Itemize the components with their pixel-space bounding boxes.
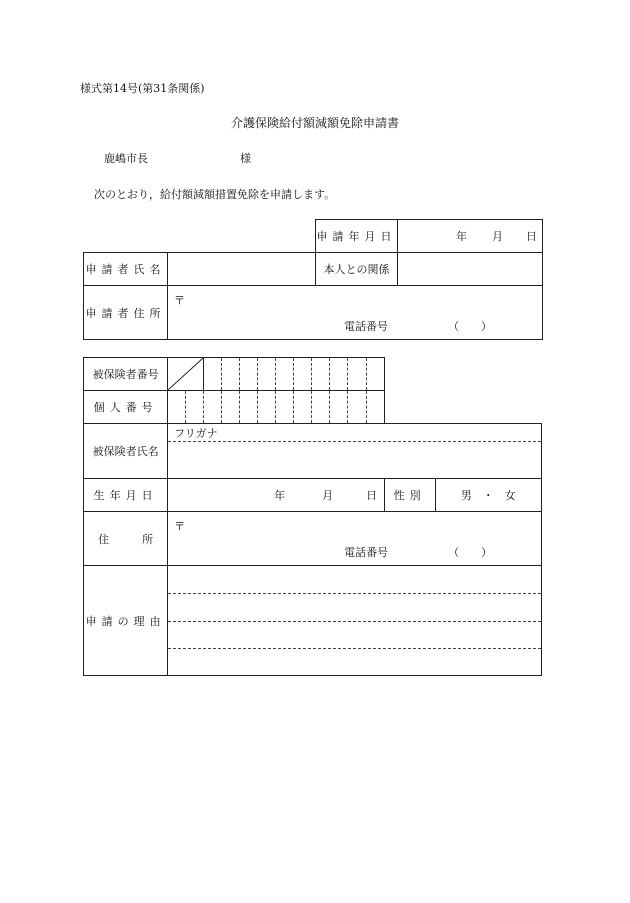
intro-text: 次のとおり，給付額減額措置免除を申請します。 xyxy=(94,188,336,201)
slash-icon xyxy=(168,358,203,390)
blank-cell xyxy=(84,220,316,253)
sex-label: 性別 xyxy=(384,479,435,512)
reason-label: 申請の理由 xyxy=(84,566,168,676)
relation-field[interactable] xyxy=(398,253,543,286)
personal-number-digit[interactable] xyxy=(294,391,312,424)
month-label: 月 xyxy=(492,230,503,243)
applicant-address-field[interactable] xyxy=(168,286,543,340)
reason-line xyxy=(168,621,541,622)
month-label: 月 xyxy=(322,489,334,502)
day-label: 日 xyxy=(366,489,378,502)
insured-number-prefix xyxy=(168,358,204,391)
insured-address-label: 住 所 xyxy=(84,512,168,566)
insured-number-digit[interactable] xyxy=(258,358,276,391)
furigana-divider xyxy=(168,441,541,442)
honorific: 様 xyxy=(240,152,251,165)
postal-mark: 〒 xyxy=(174,294,185,307)
phone-label: 電話番号 xyxy=(344,546,389,559)
insured-name-field[interactable] xyxy=(168,424,542,479)
insured-number-digit[interactable] xyxy=(348,358,366,391)
personal-number-digit[interactable] xyxy=(258,391,276,424)
reason-line xyxy=(168,648,541,649)
personal-number-digit[interactable] xyxy=(168,391,186,424)
personal-number-digit[interactable] xyxy=(348,391,366,424)
insured-address-field[interactable] xyxy=(168,512,542,566)
year-label: 年 xyxy=(456,230,467,243)
insured-number-digit[interactable] xyxy=(222,358,240,391)
form-number: 様式第14号(第31条関係) xyxy=(80,82,205,95)
applicant-address-label: 申請者住所 xyxy=(84,286,168,340)
insured-number-digit[interactable] xyxy=(276,358,294,391)
insured-number-digit[interactable] xyxy=(366,358,384,391)
personal-number-digit[interactable] xyxy=(366,391,384,424)
document-title: 介護保険給付額減額免除申請書 xyxy=(230,116,399,130)
insured-number-digit[interactable] xyxy=(240,358,258,391)
relation-label: 本人との関係 xyxy=(316,253,398,286)
insured-number-digit[interactable] xyxy=(294,358,312,391)
personal-number-digit[interactable] xyxy=(312,391,330,424)
insured-number-label: 被保険者番号 xyxy=(84,358,168,391)
applicant-table xyxy=(83,219,543,340)
furigana-label: フリガナ xyxy=(174,427,218,440)
insured-table xyxy=(83,357,542,676)
sex-options[interactable]: 男 ・ 女 xyxy=(435,479,541,512)
insured-number-digit[interactable] xyxy=(330,358,348,391)
application-date-field[interactable] xyxy=(398,220,543,253)
year-label: 年 xyxy=(274,489,286,502)
reason-line xyxy=(168,593,541,594)
insured-name-label: 被保険者氏名 xyxy=(84,424,168,479)
birth-date-field[interactable] xyxy=(168,479,384,512)
personal-number-digit[interactable] xyxy=(204,391,222,424)
applicant-name-field[interactable] xyxy=(168,253,316,286)
addressee: 鹿嶋市長 xyxy=(104,152,148,165)
insured-number-digit[interactable] xyxy=(204,358,222,391)
personal-number-digit[interactable] xyxy=(222,391,240,424)
birth-date-label: 生年月日 xyxy=(84,479,168,512)
applicant-name-label: 申請者氏名 xyxy=(84,253,168,286)
personal-number-digit[interactable] xyxy=(240,391,258,424)
phone-paren: （ ） xyxy=(448,320,492,333)
application-date-label: 申請年月日 xyxy=(316,220,398,253)
personal-number-digit[interactable] xyxy=(330,391,348,424)
blank-cell xyxy=(384,391,541,424)
day-label: 日 xyxy=(526,230,537,243)
blank-cell xyxy=(384,358,541,391)
phone-paren: （ ） xyxy=(448,546,493,559)
phone-label: 電話番号 xyxy=(344,320,388,333)
postal-mark: 〒 xyxy=(174,520,186,533)
personal-number-digit[interactable] xyxy=(186,391,204,424)
reason-field[interactable] xyxy=(168,566,542,676)
personal-number-digit[interactable] xyxy=(276,391,294,424)
personal-number-label: 個人番号 xyxy=(84,391,168,424)
insured-number-digit[interactable] xyxy=(312,358,330,391)
